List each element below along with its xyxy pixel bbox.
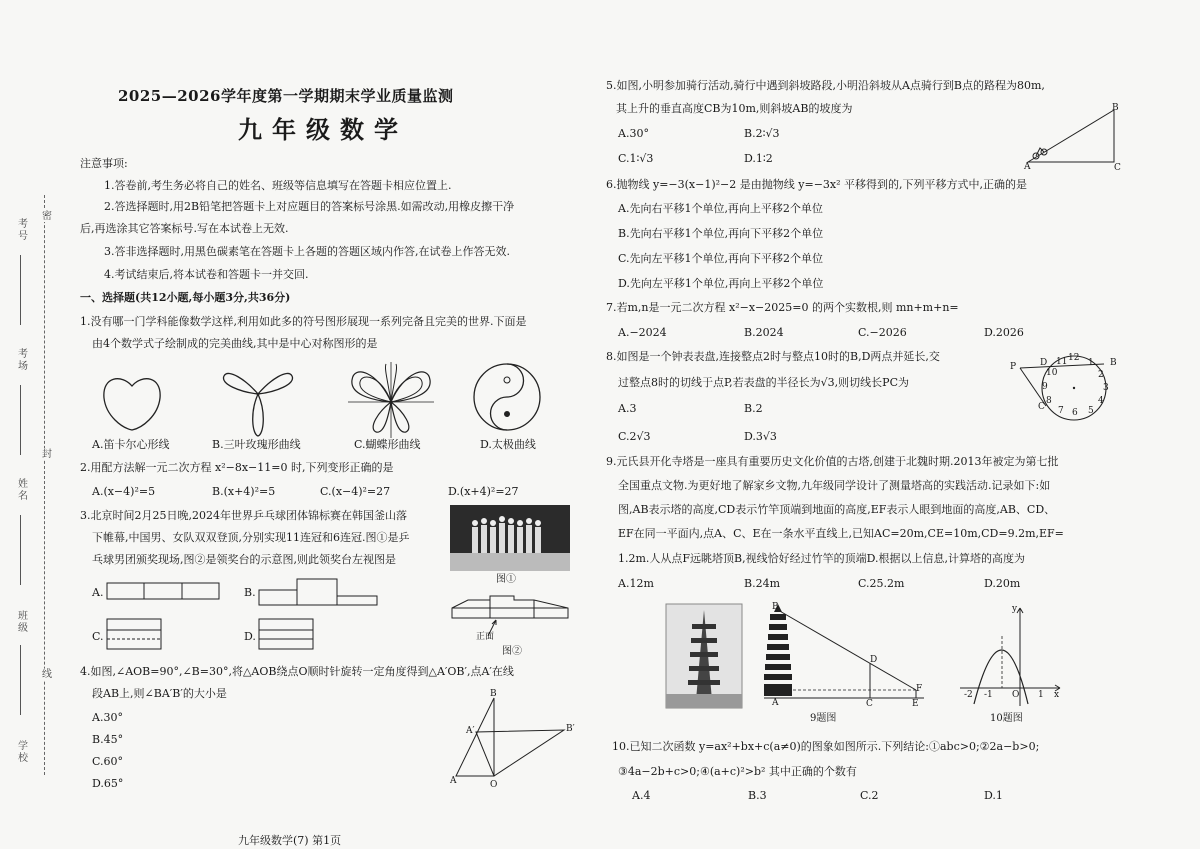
- q10-option-d[interactable]: D.1: [984, 789, 1003, 802]
- q5-option-a[interactable]: A.30°: [618, 127, 649, 140]
- cardioid-figure: [100, 372, 164, 432]
- clock-number: 4: [1098, 396, 1104, 406]
- binding-mark-xian: 线: [39, 668, 51, 680]
- binding-label-school: 学校: [15, 740, 27, 764]
- question-3-text: 3.北京时间2月25日晚,2024年世界乒乓球团体锦标赛在韩国釜山落: [80, 509, 407, 522]
- tower-measurement-figure: [764, 604, 928, 708]
- clock-number: 10: [1046, 368, 1058, 378]
- clock-number: 8: [1046, 396, 1052, 406]
- exam-title: 九年级数学: [238, 115, 408, 144]
- q6-option-c[interactable]: C.先向左平移1个单位,再向下平移2个单位: [618, 252, 824, 265]
- podium-diagram: [448, 594, 574, 642]
- question-1-text: 由4个数学式子绘制成的完美曲线,其中是中心对称图形的是: [92, 337, 378, 350]
- exam-subtitle: 2025—2026学年度第一学期期末学业质量监测: [118, 87, 454, 105]
- q8-option-b[interactable]: B.2: [744, 402, 763, 415]
- clock-number: 1: [1088, 358, 1094, 368]
- clock-number: 12: [1068, 353, 1080, 363]
- point-label: B′: [566, 724, 575, 734]
- front-view-label: 正面: [476, 632, 495, 642]
- point-label: D: [1040, 358, 1048, 368]
- question-1-text: 1.没有哪一门学科能像数学这样,利用如此多的符号图形展现一系列完备且完美的世界.下面是: [80, 315, 527, 328]
- q3-option-c[interactable]: C.: [92, 630, 104, 643]
- binding-mark-mi: 密: [39, 210, 51, 222]
- clock-number: 3: [1103, 383, 1109, 393]
- notes-heading: 注意事项:: [80, 157, 128, 170]
- binding-dashed-line: [44, 195, 45, 775]
- q4-option-a[interactable]: A.30°: [92, 711, 123, 724]
- point-label: A′: [466, 726, 475, 736]
- slope-triangle-figure: [1020, 104, 1126, 168]
- binding-blank-line: [20, 255, 33, 325]
- q2-option-b[interactable]: B.(x+4)²=5: [212, 485, 276, 498]
- binding-blank-line: [20, 645, 33, 715]
- q10-option-a[interactable]: A.4: [632, 789, 651, 802]
- question-9-text: 9.元氏县开化寺塔是一座具有重要历史文化价值的古塔,创建于北魏时期.2013年被定为第七批: [606, 455, 1059, 468]
- section-heading: 一、选择题(共12小题,每小题3分,共36分): [80, 291, 291, 304]
- q9-option-b[interactable]: B.24m: [744, 577, 781, 590]
- page-footer: 九年级数学(7) 第1页: [238, 834, 342, 847]
- pagoda-photo: [666, 604, 742, 708]
- point-label: F: [916, 684, 923, 694]
- axis-label-x: x: [1054, 690, 1060, 700]
- q2-option-a[interactable]: A.(x−4)²=5: [92, 485, 156, 498]
- q3-option-a[interactable]: A.: [92, 586, 104, 599]
- note-item: 后,再选涂其它答案标号.写在本试卷上无效.: [80, 222, 289, 235]
- q3-option-c-figure: [106, 618, 162, 650]
- butterfly-figure: [348, 362, 434, 438]
- q8-option-a[interactable]: A.3: [618, 402, 637, 415]
- point-label: E: [912, 699, 919, 709]
- q1-option-d[interactable]: D.太极曲线: [480, 438, 536, 451]
- question-3-text: 乓球男团颁奖现场,图②是领奖台的示意图,则此领奖台左视图是: [92, 553, 396, 566]
- question-9-text: EF在同一平面内,点A、C、E在一条水平直线上,已知AC=20m,CE=10m,CD=9.2m,EF=: [618, 527, 1064, 540]
- point-label: B: [772, 602, 779, 612]
- q4-option-c[interactable]: C.60°: [92, 755, 124, 768]
- figure-9-caption: 9题图: [810, 713, 837, 724]
- question-5-text: 其上升的垂直高度CB为10m,则斜坡AB的坡度为: [616, 102, 853, 115]
- binding-label-exam-number: 考号: [15, 218, 27, 242]
- rotation-triangle-figure: [446, 688, 576, 788]
- q7-option-c[interactable]: C.−2026: [858, 326, 907, 339]
- q3-option-b[interactable]: B.: [244, 586, 256, 599]
- axis-label-y: y: [1012, 604, 1018, 614]
- binding-label-class: 班级: [15, 610, 27, 634]
- q9-option-a[interactable]: A.12m: [618, 577, 654, 590]
- q3-option-b-figure: [258, 578, 378, 606]
- note-item: 1.答卷前,考生务必将自己的姓名、班级等信息填写在答题卡相应位置上.: [104, 179, 452, 192]
- clock-number: 11: [1056, 357, 1068, 367]
- point-label: B: [1110, 358, 1117, 368]
- point-label: A: [1024, 162, 1031, 172]
- taiji-figure: [472, 362, 542, 432]
- question-2-text: 2.用配方法解一元二次方程 x²−8x−11=0 时,下列变形正确的是: [80, 461, 394, 474]
- point-label: A: [450, 776, 457, 786]
- clock-number: 6: [1072, 408, 1078, 418]
- figure-10-caption: 10题图: [990, 713, 1023, 724]
- q8-option-c[interactable]: C.2√3: [618, 430, 651, 443]
- q2-option-c[interactable]: C.(x−4)²=27: [320, 485, 391, 498]
- q5-option-b[interactable]: B.2∶√3: [744, 127, 780, 140]
- figure-1-caption: 图①: [496, 574, 516, 585]
- q2-option-d[interactable]: D.(x+4)²=27: [448, 485, 519, 498]
- q3-option-a-figure: [106, 582, 220, 600]
- question-9-text: 1.2m.人从点F远眺塔顶B,视线恰好经过竹竿的顶端D.根据以上信息,计算塔的高度为: [618, 552, 1026, 565]
- q7-option-a[interactable]: A.−2024: [618, 326, 667, 339]
- question-3-text: 下帷幕,中国男、女队双双登顶,分别实现11连冠和6连冠.图①是乒: [92, 531, 410, 544]
- note-item: 3.答非选择题时,用黑色碳素笔在答题卡上各题的答题区域内作答,在试卷上作答无效.: [104, 245, 510, 258]
- q9-option-c[interactable]: C.25.2m: [858, 577, 905, 590]
- question-4-text: 4.如图,∠AOB=90°,∠B=30°,将△AOB绕点O顺时针旋转一定角度得到△A′OB′,点A′在线: [80, 665, 514, 678]
- point-label: D: [870, 655, 878, 665]
- q10-option-b[interactable]: B.3: [748, 789, 767, 802]
- q5-option-c[interactable]: C.1∶√3: [618, 152, 654, 165]
- axis-tick-label: -2: [964, 690, 973, 700]
- axis-label-origin: O: [1012, 690, 1020, 700]
- question-8-text: 过整点8时的切线于点P,若表盘的半径长为√3,则切线长PC为: [618, 376, 909, 389]
- point-label: P: [1010, 362, 1017, 372]
- binding-blank-line: [20, 385, 33, 455]
- q10-option-c[interactable]: C.2: [860, 789, 879, 802]
- q4-option-d[interactable]: D.65°: [92, 777, 124, 790]
- q1-option-b[interactable]: B.三叶玫瑰形曲线: [212, 438, 301, 451]
- point-label: C: [1114, 163, 1121, 173]
- question-10-text: 10.已知二次函数 y=ax²+bx+c(a≠0)的图象如图所示.下列结论:①abc>0;②2a−b>0;: [612, 740, 1040, 753]
- q3-option-d-figure: [258, 618, 314, 650]
- axis-tick-label: 1: [1038, 690, 1044, 700]
- binding-blank-line: [20, 515, 33, 585]
- point-label: B: [490, 689, 497, 699]
- clock-number: 7: [1058, 406, 1064, 416]
- q6-option-d[interactable]: D.先向左平移1个单位,再向上平移2个单位: [618, 277, 824, 290]
- q1-option-c[interactable]: C.蝴蝶形曲线: [354, 438, 421, 451]
- q3-option-d[interactable]: D.: [244, 630, 256, 643]
- clock-number: 2: [1098, 370, 1104, 380]
- note-item: 2.答选择题时,用2B铅笔把答题卡上对应题目的答案标号涂黑.如需改动,用橡皮擦干净: [104, 200, 515, 213]
- clock-number: 5: [1088, 406, 1094, 416]
- award-ceremony-photo: [450, 505, 570, 571]
- question-9-text: 全国重点文物.为更好地了解家乡文物,九年级同学设计了测量塔高的实践活动.记录如下:如: [618, 479, 1051, 492]
- figure-2-caption: 图②: [502, 646, 522, 657]
- q6-option-b[interactable]: B.先向右平移1个单位,再向下平移2个单位: [618, 227, 824, 240]
- q8-option-d[interactable]: D.3√3: [744, 430, 777, 443]
- question-4-text: 段AB上,则∠BA′B′的大小是: [92, 687, 227, 700]
- point-label: A: [772, 698, 779, 708]
- point-label: O: [490, 780, 498, 790]
- q5-option-d[interactable]: D.1∶2: [744, 152, 773, 165]
- q4-option-b[interactable]: B.45°: [92, 733, 124, 746]
- q7-option-d[interactable]: D.2026: [984, 326, 1024, 339]
- binding-label-exam-room: 考场: [15, 348, 27, 372]
- question-7-text: 7.若m,n是一元二次方程 x²−x−2025=0 的两个实数根,则 mn+m+n=: [606, 301, 959, 314]
- point-label: B: [1112, 103, 1119, 113]
- question-6-text: 6.抛物线 y=−3(x−1)²−2 是由抛物线 y=−3x² 平移得到的,下列平移方式中,正确的是: [606, 178, 1028, 191]
- clock-number: 9: [1042, 382, 1048, 392]
- note-item: 4.考试结束后,将本试卷和答题卡一并交回.: [104, 268, 309, 281]
- q6-option-a[interactable]: A.先向右平移1个单位,再向上平移2个单位: [618, 202, 823, 215]
- binding-label-name: 姓名: [15, 478, 27, 502]
- q7-option-b[interactable]: B.2024: [744, 326, 784, 339]
- axis-tick-label: -1: [984, 690, 993, 700]
- binding-mark-feng: 封: [39, 448, 51, 460]
- three-leaf-rose-figure: [218, 360, 298, 438]
- q1-option-a[interactable]: A.笛卡尔心形线: [92, 438, 170, 451]
- point-label: C: [866, 699, 873, 709]
- q9-option-d[interactable]: D.20m: [984, 577, 1021, 590]
- question-5-text: 5.如图,小明参加骑行活动,骑行中遇到斜坡路段,小明沿斜坡从A点骑行到B点的路程为80m,: [606, 79, 1045, 92]
- question-8-text: 8.如图是一个钟表表盘,连接整点2时与整点10时的B,D两点并延长,交: [606, 350, 940, 363]
- question-9-text: 图,AB表示塔的高度,CD表示竹竿顶端到地面的高度,EF表示人眼到地面的高度,AB、CD、: [618, 503, 1056, 516]
- question-10-text: ③4a−2b+c>0;④(a+c)²>b² 其中正确的个数有: [618, 765, 857, 778]
- point-label: C: [1038, 402, 1045, 412]
